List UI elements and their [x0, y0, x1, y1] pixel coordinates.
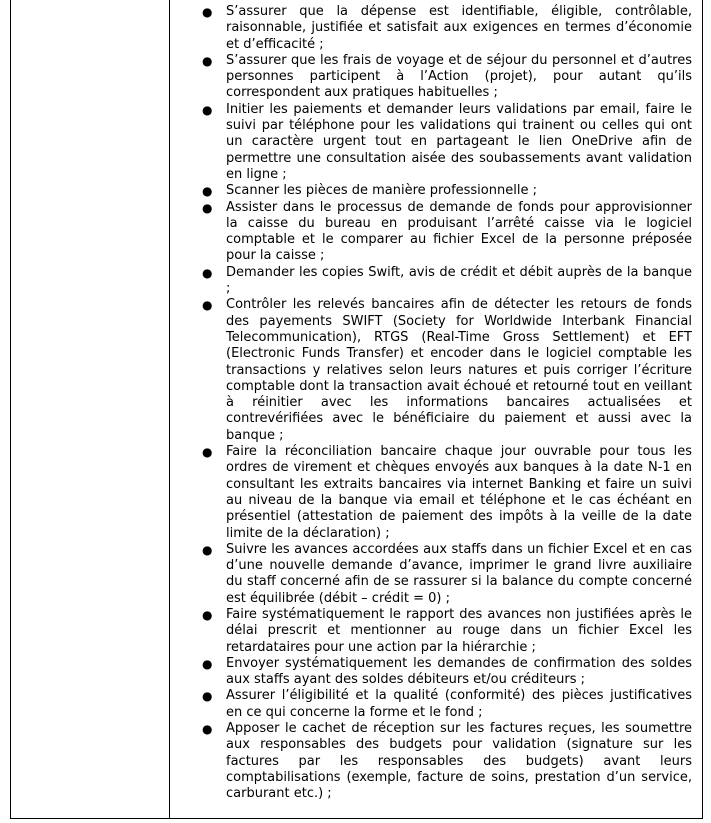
list-item-text: Suivre les avances accordées aux staffs dans un fichier Excel et en cas d’une nouvelle demande d’avance, imprimer le grand livre auxiliaire du staff concerné afin de se rassurer si la balance du compte concerné est équilibrée (débit – crédit = 0) ; [226, 541, 692, 606]
list-item-text: S’assurer que la dépense est identifiable, éligible, contrôlable, raisonnable, justifiée et satisfait aux exigences en termes d’économie et d’efficacité ; [226, 4, 692, 52]
list-item [170, 4, 692, 53]
list-item-text: Demander les copies Swift, avis de crédit et débit auprès de la banque ; [226, 264, 692, 297]
bullet-icon: ● [202, 722, 213, 737]
list-item [170, 53, 692, 102]
bullet-icon: ● [202, 689, 213, 704]
bullet-icon: ● [202, 265, 213, 280]
bullet-icon: ● [202, 656, 213, 671]
list-item [170, 542, 692, 607]
list-item-text: S’assurer que les frais de voyage et de séjour du personnel et d’autres personnes participent à l’Action (projet), pour autant qu’ils correspondent aux pratiques habituelles ; [226, 52, 692, 101]
bullet-icon: ● [202, 5, 213, 19]
duties-cell [170, 0, 702, 818]
list-item [170, 102, 692, 183]
bullet-icon: ● [202, 607, 213, 622]
list-item [170, 297, 692, 444]
list-item-text: Scanner les pièces de manière professionnelle ; [226, 183, 537, 199]
list-item-text: Initier les paiements et demander leurs validations par email, faire le suivi par téléphone pour les validations qui trainent ou celles qui ont un caractère urgent tout en partageant le lien OneDrive afin de permettre une consultation aisée des soubassements avant validation en ligne ; [226, 101, 692, 182]
bullet-icon: ● [202, 102, 213, 117]
list-item [170, 721, 692, 802]
list-item [170, 265, 692, 298]
list-item [170, 656, 692, 689]
list-item-text: Envoyer systématiquement les demandes de confirmation des soldes aux staffs ayant des soldes débiteurs et/ou créditeurs ; [226, 655, 692, 688]
bullet-icon: ● [202, 298, 213, 313]
list-item-text: Assister dans le processus de demande de fonds pour approvisionner la caisse du bureau en produisant l’arrêté caisse via le logiciel comptable et le comparer au fichier Excel de la personne préposée pour la caisse ; [226, 199, 692, 264]
list-item [170, 444, 692, 542]
list-item-text: Assurer l’éligibilité et la qualité (conformité) des pièces justificatives en ce qui concerne la forme et le fond ; [226, 688, 692, 720]
list-item [170, 200, 692, 265]
list-item-text: Faire la réconciliation bancaire chaque jour ouvrable pour tous les ordres de virement et chèques envoyés aux banques à la date N-1 en consultant les extraits bancaires via internet Banking et faire un suivi au niveau de la banque via email et téléphone et le cas échéant en présentiel (attestation de paiement des impôts à la veille de la date limite de la déclaration) ; [226, 444, 692, 541]
duties-list [170, 4, 692, 803]
duties-table [10, 0, 703, 819]
list-item-text: Faire systématiquement le rapport des avances non justifiées après le délai prescrit et mentionner au rouge dans un fichier Excel les retardataires pour une action par la hiérarchie ; [226, 606, 692, 655]
bullet-icon: ● [202, 184, 213, 199]
list-item [170, 183, 692, 199]
list-item-text: Contrôler les relevés bancaires afin de détecter les retours de fonds des payements SWIFT (Society for Worldwide Interbank Financial Telecommunication), RTGS (Real-Time Gross Settlement) et EFT (Electronic Funds Transfer) et encoder dans le logiciel comptable les transactions y relatives selon leurs natures et puis corriger l’écriture comptable dont la transaction avait échoué et retourné tout en veillant à réinitier avec les informations bancaires actualisées et contrevérifiées avec le bénéficiaire du paiement et aussi avec la banque ; [226, 297, 692, 443]
bullet-icon: ● [202, 445, 213, 460]
bullet-icon: ● [202, 53, 213, 68]
bullet-icon: ● [202, 200, 213, 215]
list-item-text: Apposer le cachet de réception sur les factures reçues, les soumettre aux responsables des budgets pour validation (signature sur les factures par les responsables des budgets) avant leurs comptabilisations (exemple, facture de soins, prestation d’un service, carburant etc.) ; [226, 721, 692, 802]
list-item [170, 688, 692, 721]
bullet-icon: ● [202, 542, 213, 557]
list-item [170, 607, 692, 656]
